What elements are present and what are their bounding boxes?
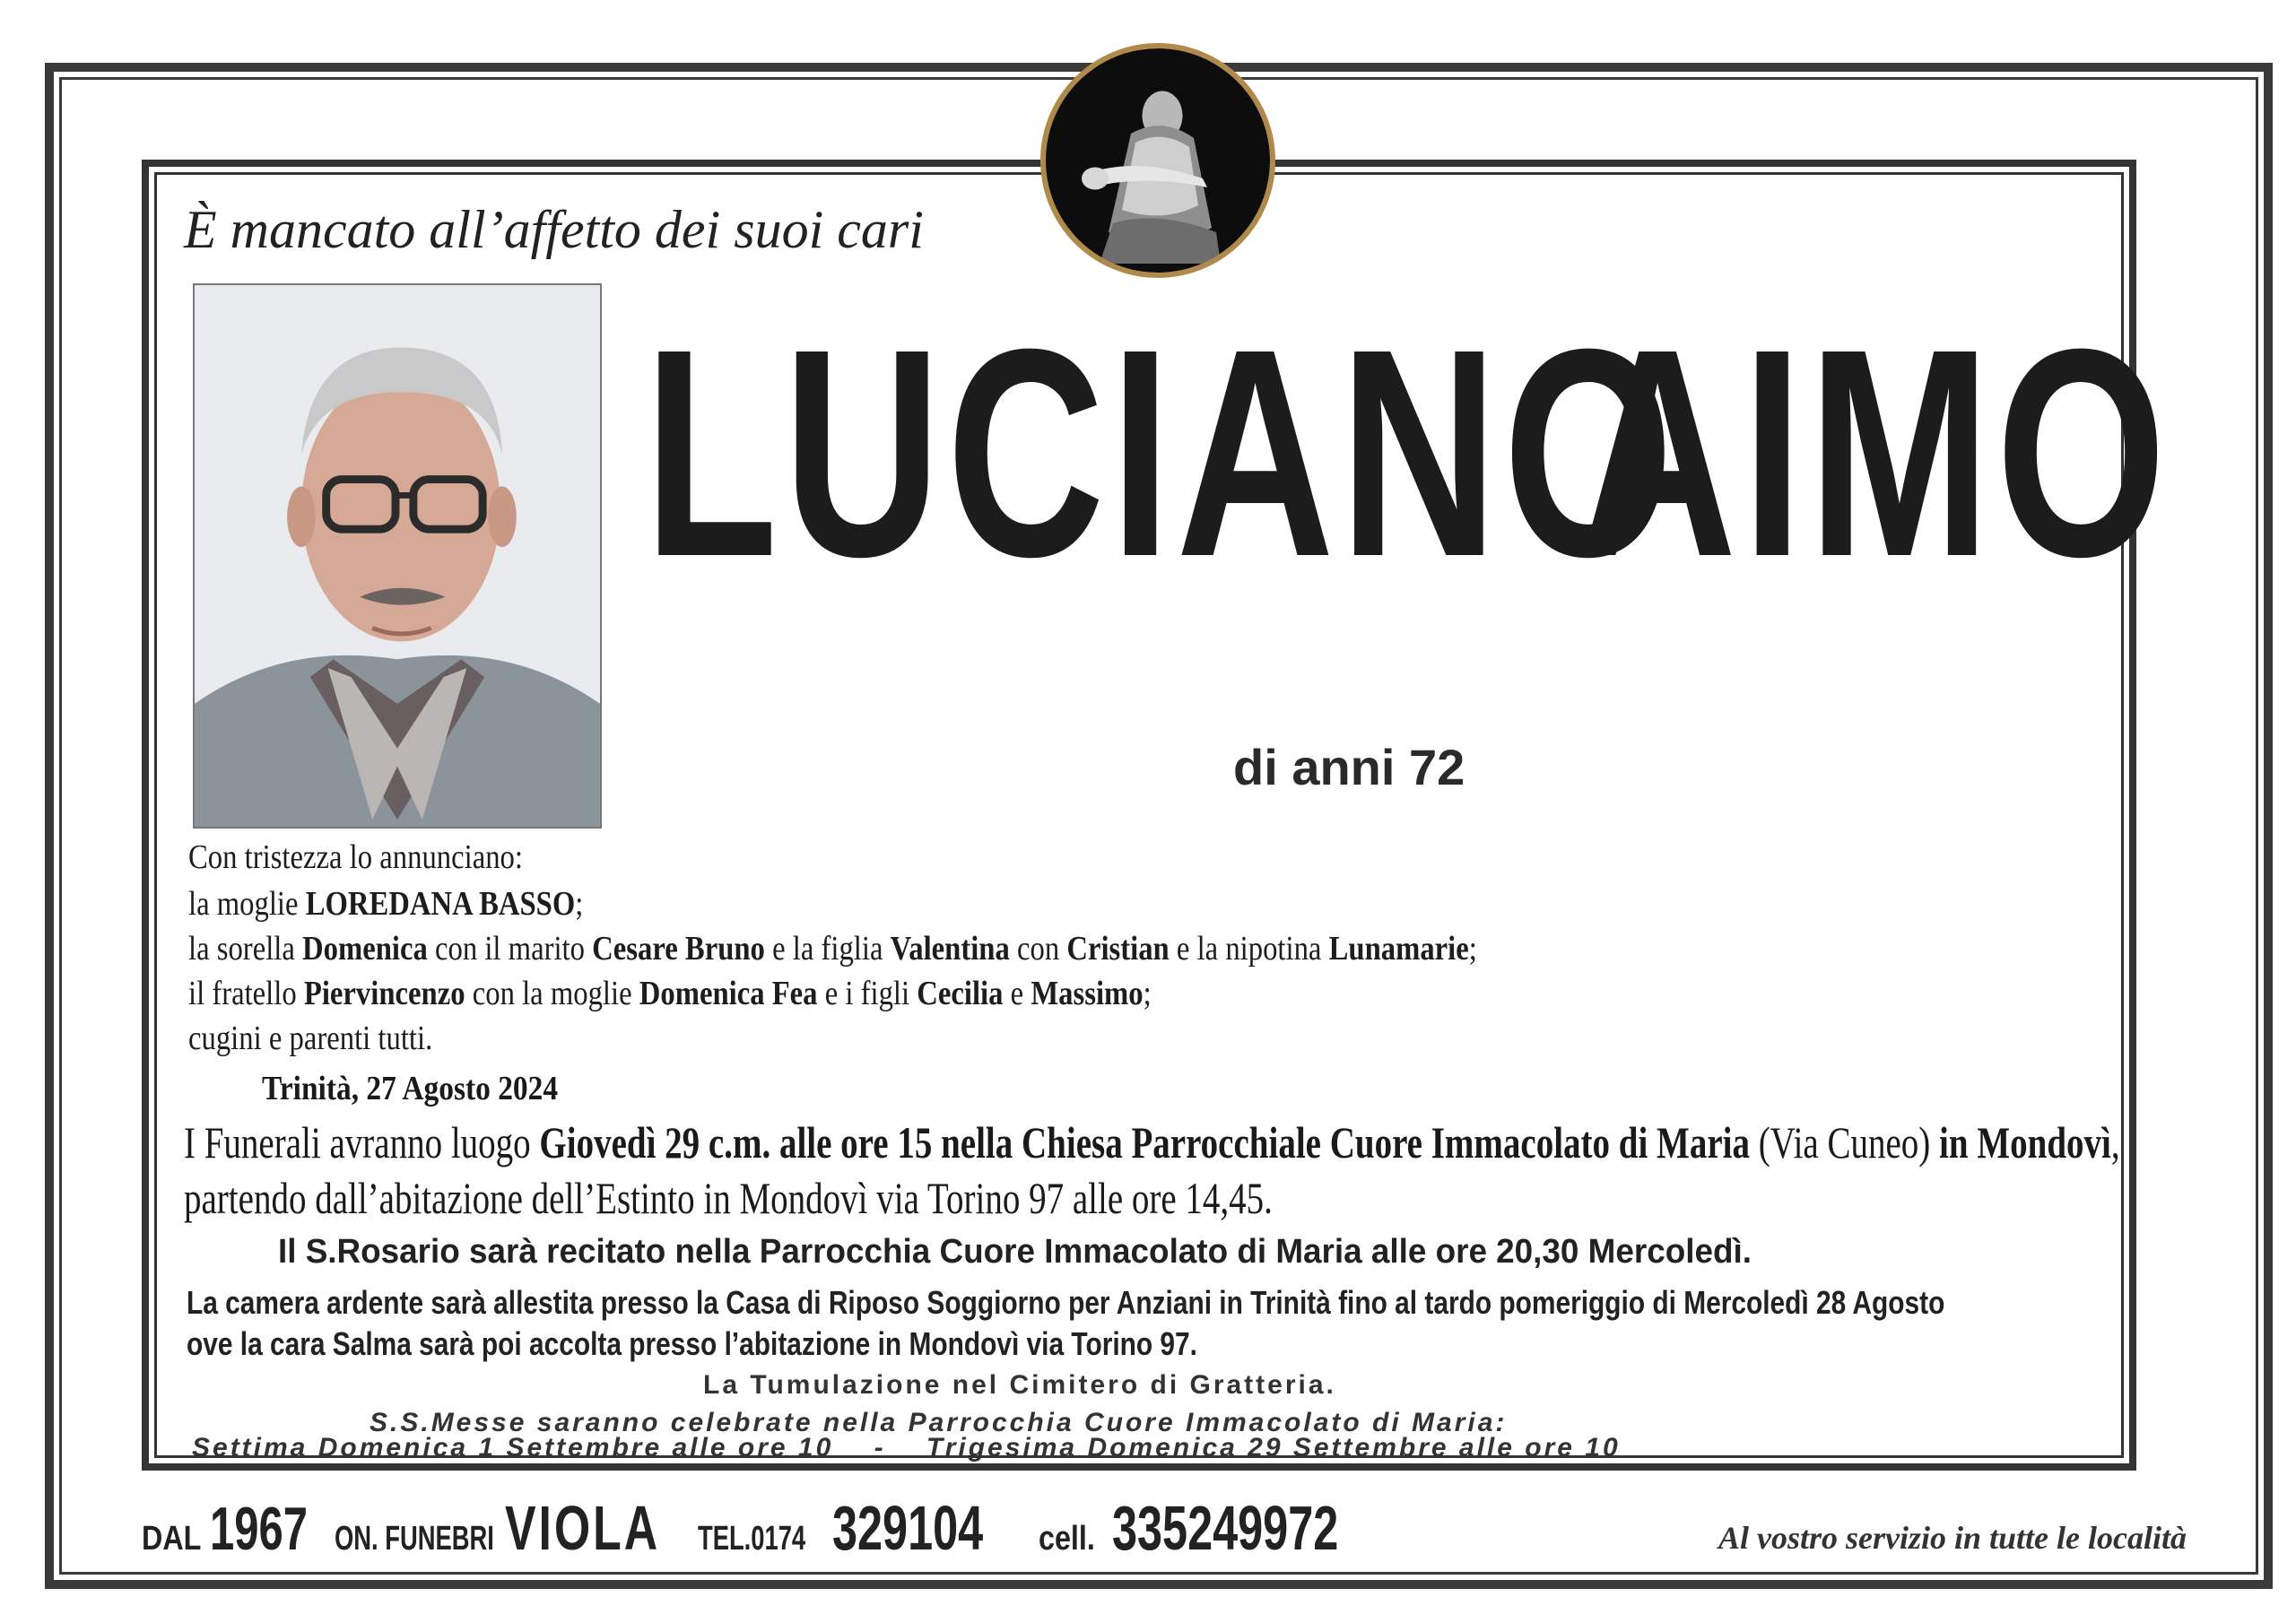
family-line-relatives: cugini e parenti tutti.	[188, 1020, 433, 1057]
age-line: di anni 72	[1233, 739, 1465, 795]
text-segment: I Funerali avranno luogo	[184, 1117, 540, 1167]
name-highlight: Domenica	[302, 930, 428, 968]
name-highlight: LOREDANA BASSO	[305, 885, 576, 923]
text-segment: la sorella	[188, 930, 303, 968]
obituary-heading: È mancato all’affetto dei suoi cari	[184, 200, 924, 259]
footer-dal: DAL	[142, 1520, 202, 1558]
text-segment: ;	[1468, 930, 1477, 968]
chapel-notice-line-2: ove la cara Salma sarà poi accolta presso l’abitazione in Mondovì via Torino 97.	[187, 1325, 1197, 1362]
text-segment: ;	[1143, 975, 1152, 1012]
name-highlight: Massimo	[1031, 975, 1144, 1012]
portrait-photo	[193, 283, 602, 829]
text-segment: con la moglie	[465, 975, 639, 1012]
footer-cell-label: cell.	[1039, 1520, 1095, 1558]
text-segment: con	[1009, 930, 1067, 968]
text-segment: ,	[2110, 1117, 2120, 1167]
masses-notice-line-2: Settima Domenica 1 Settembre alle ore 10 - Trigesima Domenica 29 Settembre alle ore 10	[192, 1433, 1621, 1462]
burial-notice: La Tumulazione nel Cimitero di Gratteria.	[703, 1370, 1336, 1400]
text-segment: e la nipotina	[1169, 930, 1329, 968]
place-date: Trinità, 27 Agosto 2024	[262, 1070, 559, 1107]
rosary-notice: Il S.Rosario sarà recitato nella Parrocchia Cuore Immacolato di Maria alle ore 20,30 Mercoledì.	[278, 1233, 1752, 1271]
footer-onoranze: ON. FUNEBRI	[335, 1520, 494, 1558]
family-line-wife	[188, 882, 583, 925]
text-segment: la moglie	[188, 885, 306, 923]
footer-year: 1967	[210, 1495, 308, 1563]
name-highlight: Giovedì 29 c.m. alle ore 15 nella Chiesa Parrocchiale Cuore Immacolato di Maria	[539, 1117, 1751, 1167]
funeral-line-2: partendo dall’abitazione dell’Estinto in Mondovì via Torino 97 alle ore 14,45.	[184, 1173, 1273, 1223]
text-segment: ;	[575, 885, 584, 923]
footer-tel-label: TEL.0174	[698, 1520, 806, 1558]
chapel-notice-line-1: La camera ardente sarà allestita presso la Casa di Riposo Soggiorno per Anziani in Trinità fino al tardo pomeriggio di Mercoledì 28 Agosto	[187, 1284, 1945, 1321]
text-segment: il fratello	[188, 975, 304, 1012]
text-segment: e	[1003, 975, 1031, 1012]
footer-cell: 335249972	[1112, 1493, 1339, 1563]
funeral-home-footer	[142, 1493, 2187, 1567]
name-highlight: Cecilia	[917, 975, 1004, 1012]
footer-tagline: Al vostro servizio in tutte le località	[1718, 1520, 2187, 1556]
name-highlight: in Mondovì	[1939, 1117, 2111, 1167]
pieta-sculpture-icon	[1040, 43, 1275, 278]
footer-company: VIOLA	[505, 1493, 661, 1563]
name-highlight: Valentina	[890, 930, 1010, 968]
family-line-brother	[188, 972, 1152, 1015]
name-highlight: Lunamarie	[1328, 930, 1469, 968]
name-highlight: Cristian	[1066, 930, 1170, 968]
text-segment: e i figli	[817, 975, 918, 1012]
text-segment: con il marito	[427, 930, 593, 968]
deceased-last-name: AIMO	[1578, 287, 2172, 618]
deceased-first-name: LUCIANO	[644, 287, 1679, 618]
name-highlight: Cesare Bruno	[592, 930, 765, 968]
footer-tel: 329104	[832, 1493, 984, 1563]
name-highlight: Domenica Fea	[639, 975, 818, 1012]
text-segment: (Via Cuneo)	[1750, 1117, 1940, 1167]
family-line-sister	[188, 927, 1477, 970]
name-highlight: Piervincenzo	[303, 975, 465, 1012]
announcement-intro: Con tristezza lo annunciano:	[188, 838, 523, 876]
text-segment: e la figlia	[764, 930, 891, 968]
funeral-line-1	[184, 1115, 2120, 1169]
masses-notice-line-1: S.S.Messe saranno celebrate nella Parrocchia Cuore Immacolato di Maria:	[370, 1408, 1508, 1437]
